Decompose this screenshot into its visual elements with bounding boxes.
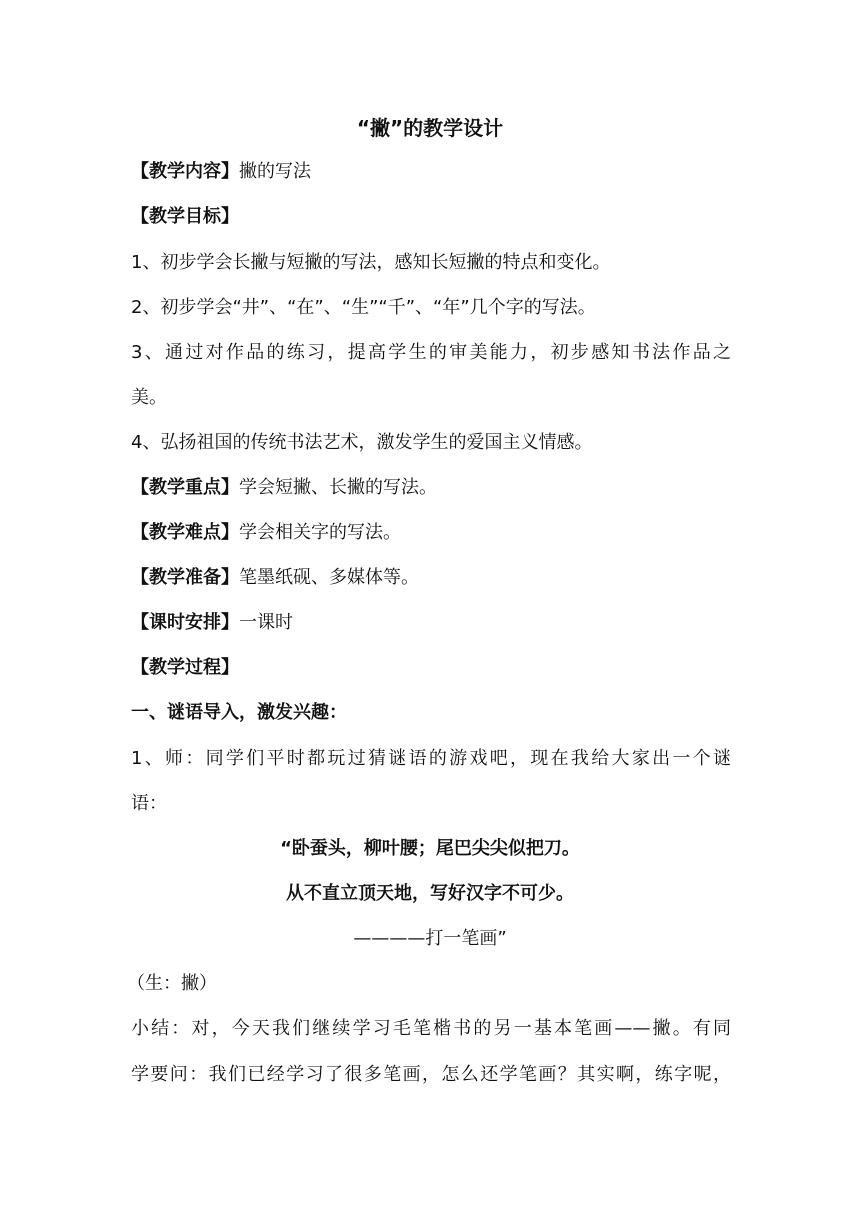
preparation-text: 笔墨纸砚、多媒体等。 <box>239 567 419 588</box>
teaching-content <box>131 160 731 184</box>
schedule <box>131 611 731 635</box>
goal-item-2: 2、初步学会“井”、“在”、“生”“千”、“年”几个字的写法。 <box>131 297 596 318</box>
riddle-line-3: ————打一笔画” <box>353 928 507 949</box>
paragraph-line: 语： <box>131 793 167 814</box>
preparation <box>131 566 731 590</box>
key-point-label: 【教学重点】 <box>131 477 239 498</box>
summary-line: 学要问：我们已经学习了很多笔画，怎么还学笔画？其实啊，练字呢， <box>131 1064 731 1085</box>
process-label: 【教学过程】 <box>131 657 239 678</box>
difficulty-text: 学会相关字的写法。 <box>239 522 401 543</box>
difficulty-label: 【教学难点】 <box>131 522 239 543</box>
key-point-text: 学会短撇、长撇的写法。 <box>239 477 437 498</box>
paragraph-line: 1、师：同学们平时都玩过猜谜语的游戏吧，现在我给大家出一个谜 <box>131 748 731 769</box>
goal-item-3-continued: 美。 <box>131 387 167 408</box>
riddle-line-2: 从不直立顶天地，写好汉字不可少。 <box>286 883 574 904</box>
difficulty <box>131 521 731 545</box>
student-answer: （生：撇） <box>127 973 217 994</box>
riddle-line-1: “卧蚕头，柳叶腰；尾巴尖尖似把刀。 <box>280 838 580 859</box>
goal-item-4: 4、弘扬祖国的传统书法艺术，激发学生的爱国主义情感。 <box>131 432 593 453</box>
teaching-goals-label: 【教学目标】 <box>131 206 239 227</box>
schedule-text: 一课时 <box>239 612 293 633</box>
document-title: “撇”的教学设计 <box>356 116 504 140</box>
summary-line: 小结：对，今天我们继续学习毛笔楷书的另一基本笔画——撇。有同 <box>131 1018 731 1039</box>
goal-item-1: 1、初步学会长撇与短撇的写法，感知长短撇的特点和变化。 <box>131 252 611 273</box>
key-point <box>131 476 731 500</box>
goal-item-3: 3、通过对作品的练习，提高学生的审美能力，初步感知书法作品之 <box>131 342 731 363</box>
teaching-content-text: 撇的写法 <box>239 161 311 182</box>
preparation-label: 【教学准备】 <box>131 567 239 588</box>
schedule-label: 【课时安排】 <box>131 612 239 633</box>
section-heading: 一、谜语导入，激发兴趣： <box>131 702 347 723</box>
teaching-content-label: 【教学内容】 <box>131 161 239 182</box>
